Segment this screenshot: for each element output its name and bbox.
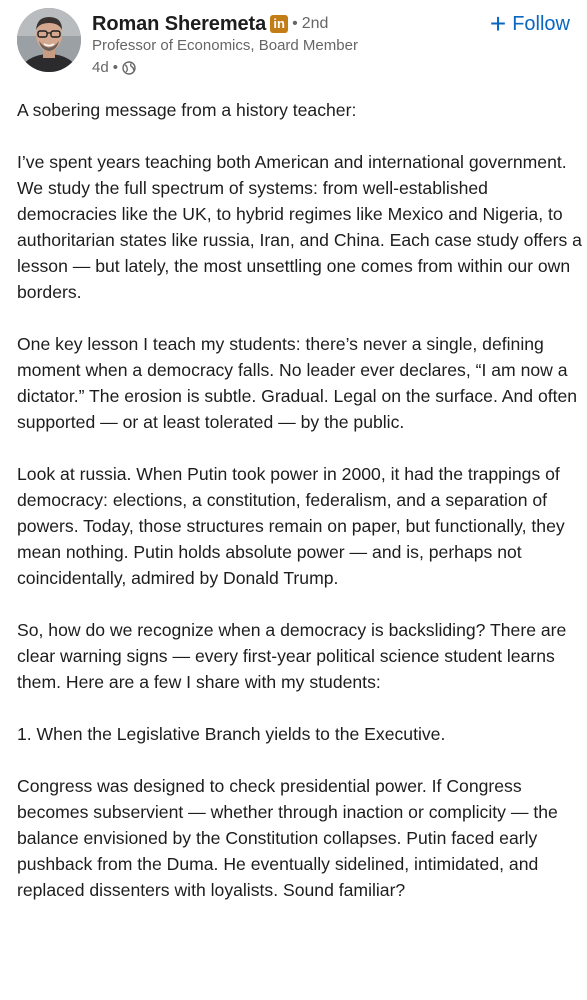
- post-time: 4d: [92, 59, 109, 76]
- avatar-photo-icon: [17, 8, 81, 72]
- post-paragraph: Congress was designed to check presidential power. If Congress becomes subservient — whether through inaction or complicity — the balance envisioned by the Constitution collapses. Putin faced early pushback from the Duma. He eventually sidelined, intimidated, and replaced dissenters with loyalists. Sound familiar?: [17, 776, 558, 900]
- separator-dot: •: [112, 59, 118, 76]
- post-paragraph: 1. When the Legislative Branch yields to the Executive.: [17, 724, 446, 744]
- post-body: [17, 97, 582, 903]
- post-paragraph: One key lesson I teach my students: there’s never a single, defining moment when a democracy falls. No leader ever declares, “I am now a dictator.” The erosion is subtle. Gradual. Legal on the surface. And often supported — or at least tolerated — by the public.: [17, 334, 578, 432]
- avatar[interactable]: [17, 8, 81, 72]
- author-headline: Professor of Economics, Board Member: [92, 37, 358, 54]
- separator-dot: •: [292, 15, 298, 32]
- post-meta: [92, 59, 136, 76]
- globe-icon: [122, 61, 136, 75]
- post-header: [0, 0, 587, 90]
- author-name[interactable]: Roman Sheremeta: [92, 12, 267, 35]
- follow-label: Follow: [512, 12, 570, 35]
- linkedin-badge-icon: in: [270, 15, 288, 33]
- follow-button[interactable]: [490, 10, 570, 38]
- author-name-row: [92, 10, 328, 38]
- post-paragraph: A sobering message from a history teacher:: [17, 100, 357, 120]
- connection-degree: 2nd: [301, 15, 329, 32]
- plus-icon: +: [489, 8, 507, 39]
- post-paragraph: Look at russia. When Putin took power in 2000, it had the trappings of democracy: elections, a constitution, federalism, and a separation of powers. Today, those structures remain on paper, but functionally, they mean nothing. Putin holds absolute power — and is, perhaps not coincidentally, admired by Donald Trump.: [17, 464, 565, 588]
- post-paragraph: So, how do we recognize when a democracy is backsliding? There are clear warning signs — every first-year political science student learns them. Here are a few I share with my students:: [17, 620, 567, 692]
- post-paragraph: I’ve spent years teaching both American and international government. We study the full spectrum of systems: from well-established democracies like the UK, to hybrid regimes like Mexico and Nigeria, to authoritarian states like russia, Iran, and China. Each case study offers a lesson — but lately, the most unsettling one comes from within our own borders.: [17, 152, 582, 302]
